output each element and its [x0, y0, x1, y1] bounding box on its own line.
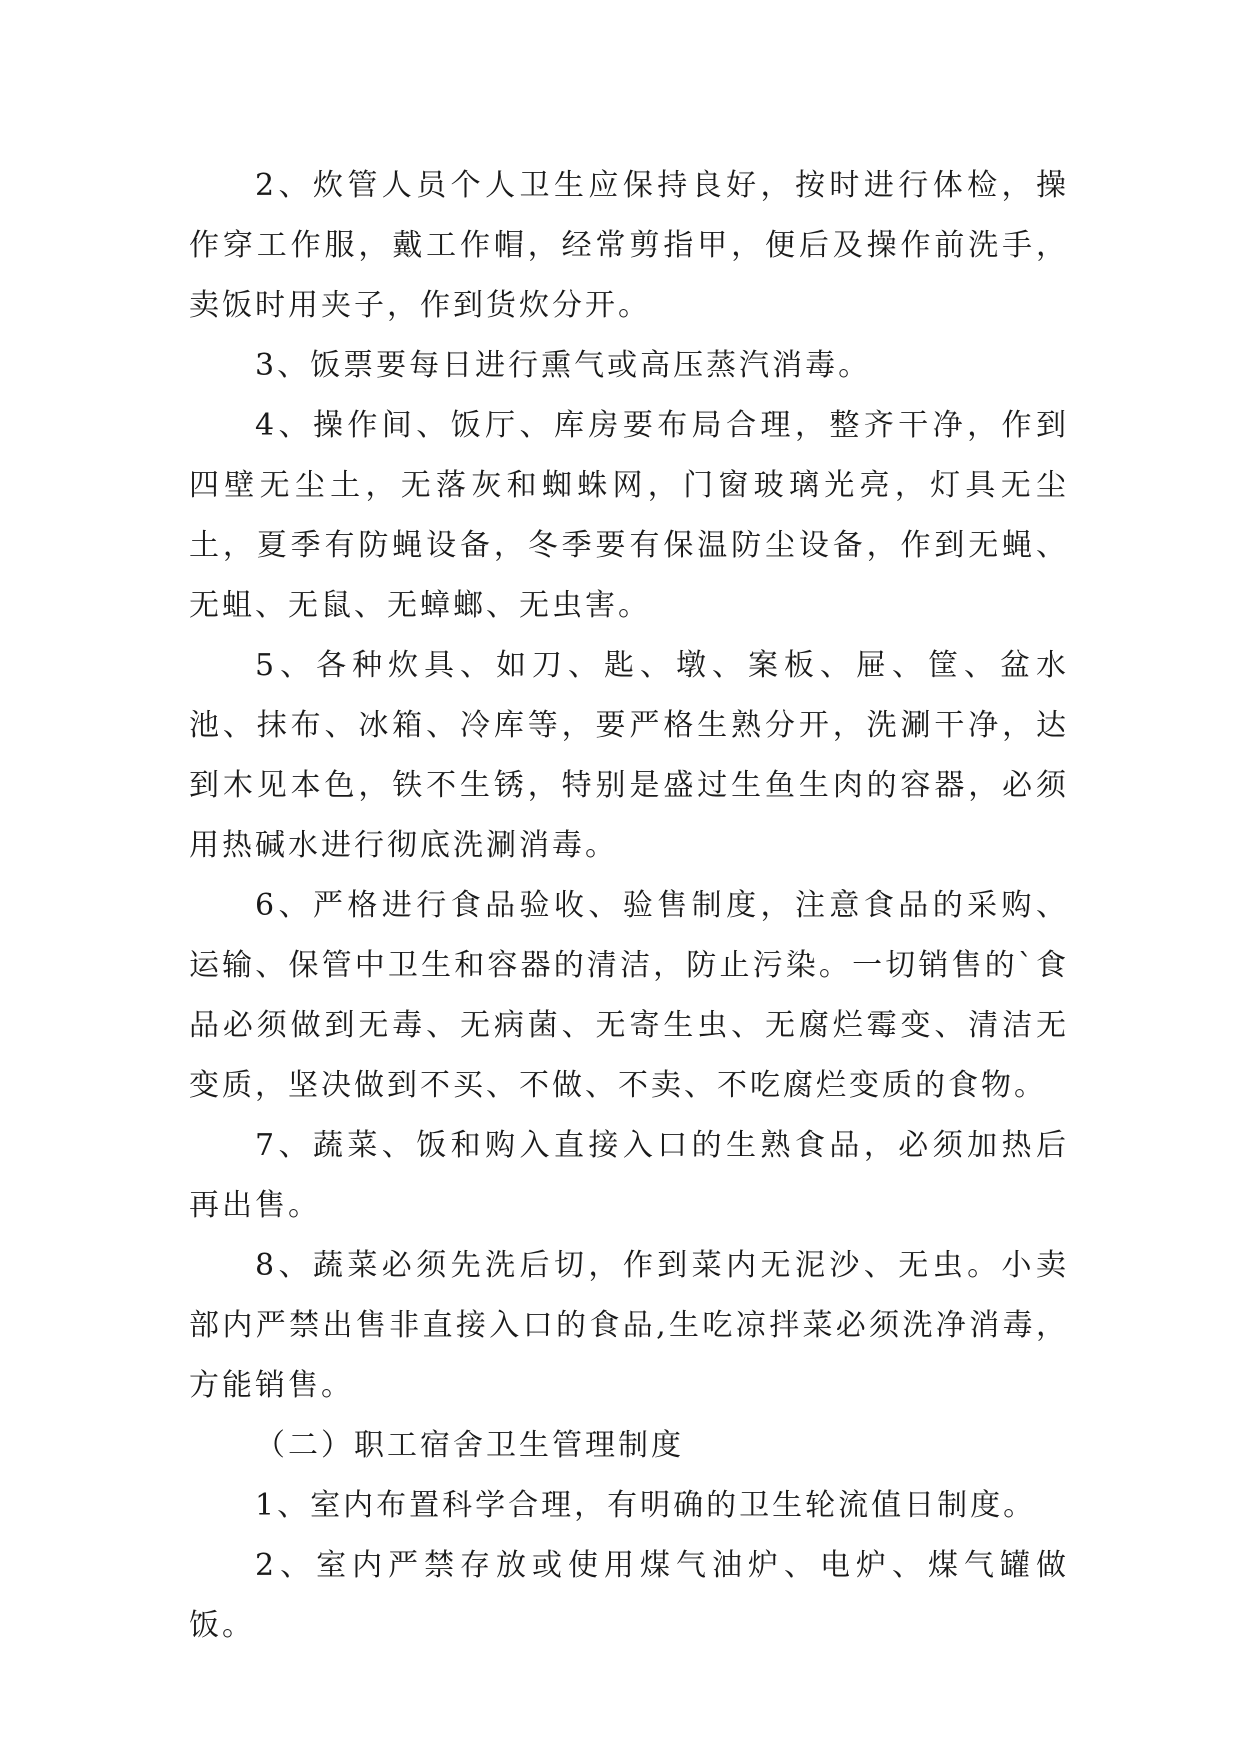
paragraph-item-4: 4、操作间、饭厅、库房要布局合理，整齐干净，作到四壁无尘土，无落灰和蜘蛛网，门窗玻璃光亮，灯具无尘土，夏季有防蝇设备，冬季要有保温防尘设备，作到无蝇、无蛆、无鼠、无蟑螂、无虫害。	[189, 408, 1069, 623]
paragraph-item-7: 7、蔬菜、饭和购入直接入口的生熟食品，必须加热后再出售。	[189, 1128, 1069, 1223]
paragraph-item-2: 2、炊管人员个人卫生应保持良好，按时进行体检，操作穿工作服，戴工作帽，经常剪指甲，便后及操作前洗手，卖饭时用夹子，作到货炊分开。	[189, 168, 1069, 323]
section-paragraph-item-1: 1、室内布置科学合理，有明确的卫生轮流值日制度。	[255, 1488, 1037, 1523]
paragraph-item-6: 6、严格进行食品验收、验售制度，注意食品的采购、运输、保管中卫生和容器的清洁，防止污染。一切销售的`食品必须做到无毒、无病菌、无寄生虫、无腐烂霉变、清洁无变质，坚决做到不买、不做、不卖、不吃腐烂变质的食物。	[189, 888, 1069, 1103]
paragraph-item-5: 5、各种炊具、如刀、匙、墩、案板、屉、筐、盆水池、抹布、冰箱、冷库等，要严格生熟分开，洗涮干净，达到木见本色，铁不生锈，特别是盛过生鱼生肉的容器，必须用热碱水进行彻底洗涮消毒。	[189, 648, 1069, 863]
section-paragraph-item-2: 2、室内严禁存放或使用煤气油炉、电炉、煤气罐做饭。	[189, 1548, 1069, 1643]
paragraph-item-8: 8、蔬菜必须先洗后切，作到菜内无泥沙、无虫。小卖部内严禁出售非直接入口的食品,生吃凉拌菜必须洗净消毒，方能销售。	[189, 1248, 1069, 1403]
document-body	[189, 156, 1069, 1656]
section-heading: （二）职工宿舍卫生管理制度	[255, 1428, 684, 1463]
paragraph-item-3: 3、饭票要每日进行熏气或高压蒸汽消毒。	[255, 348, 872, 383]
